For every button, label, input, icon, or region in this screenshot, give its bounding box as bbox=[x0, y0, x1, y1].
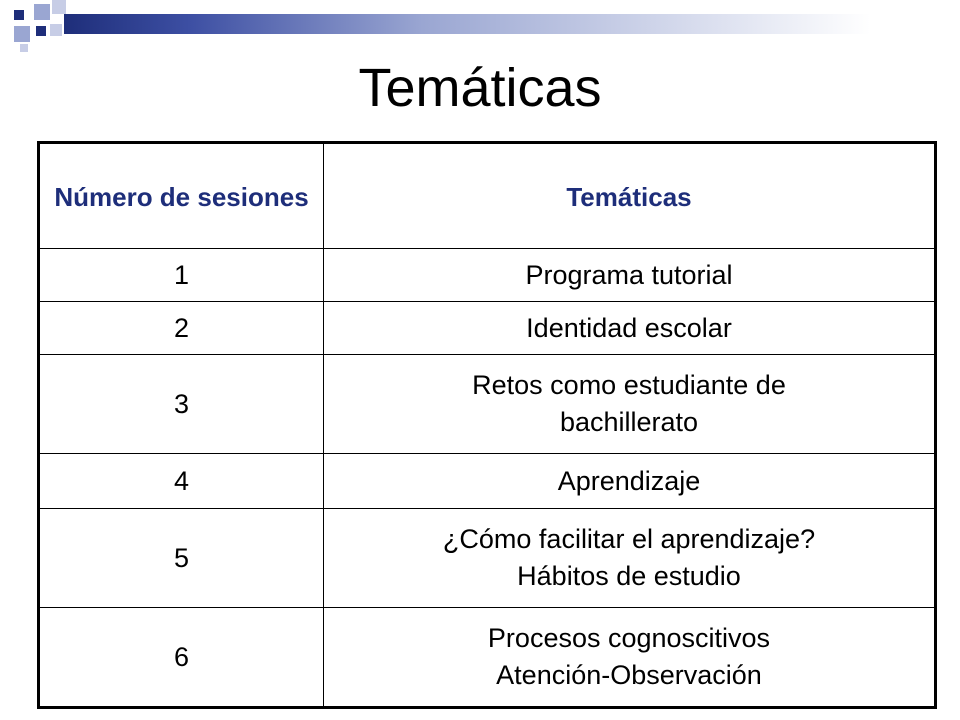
topic-line: Procesos cognoscitivos bbox=[487, 623, 771, 653]
deco-square-7 bbox=[20, 44, 28, 52]
topic-line: ¿Cómo facilitar el aprendizaje? bbox=[442, 524, 816, 554]
session-number: 4 bbox=[39, 454, 324, 509]
topic-line: Programa tutorial bbox=[525, 259, 733, 290]
deco-square-4 bbox=[14, 26, 30, 42]
topic-cell bbox=[324, 454, 936, 509]
session-number: 5 bbox=[39, 509, 324, 608]
header-sessions bbox=[39, 143, 324, 249]
session-number: 3 bbox=[39, 355, 324, 454]
deco-square-2 bbox=[34, 4, 50, 20]
table-row bbox=[39, 355, 936, 454]
topic-cell bbox=[324, 608, 936, 708]
topics-table bbox=[37, 141, 937, 709]
topic-line: Retos como estudiante de bbox=[472, 370, 786, 400]
session-number: 2 bbox=[39, 302, 324, 355]
header-topics bbox=[324, 143, 936, 249]
title-gradient-bar bbox=[64, 14, 960, 34]
table-header-row bbox=[39, 143, 936, 249]
table-row bbox=[39, 249, 936, 302]
session-number: 6 bbox=[39, 608, 324, 708]
topic-line: Aprendizaje bbox=[557, 465, 701, 496]
deco-square-6 bbox=[50, 24, 62, 36]
page-title: Temáticas bbox=[358, 58, 602, 118]
table-row bbox=[39, 509, 936, 608]
deco-square-3 bbox=[52, 0, 66, 14]
topic-cell bbox=[324, 355, 936, 454]
topic-line: bachillerato bbox=[559, 407, 699, 437]
topic-cell bbox=[324, 302, 936, 355]
topic-cell bbox=[324, 509, 936, 608]
topic-cell bbox=[324, 249, 936, 302]
session-number: 1 bbox=[39, 249, 324, 302]
table-row bbox=[39, 454, 936, 509]
topic-line: Atención-Observación bbox=[496, 660, 762, 690]
deco-square-1 bbox=[14, 10, 24, 20]
topic-line: Hábitos de estudio bbox=[517, 561, 741, 591]
deco-square-5 bbox=[36, 26, 46, 36]
table-row bbox=[39, 302, 936, 355]
decorative-squares bbox=[0, 0, 72, 52]
topic-line: Identidad escolar bbox=[526, 312, 732, 343]
table-row bbox=[39, 608, 936, 708]
header-topics-label: Temáticas bbox=[566, 182, 692, 212]
header-sessions-label: Número de sesiones bbox=[54, 182, 309, 212]
